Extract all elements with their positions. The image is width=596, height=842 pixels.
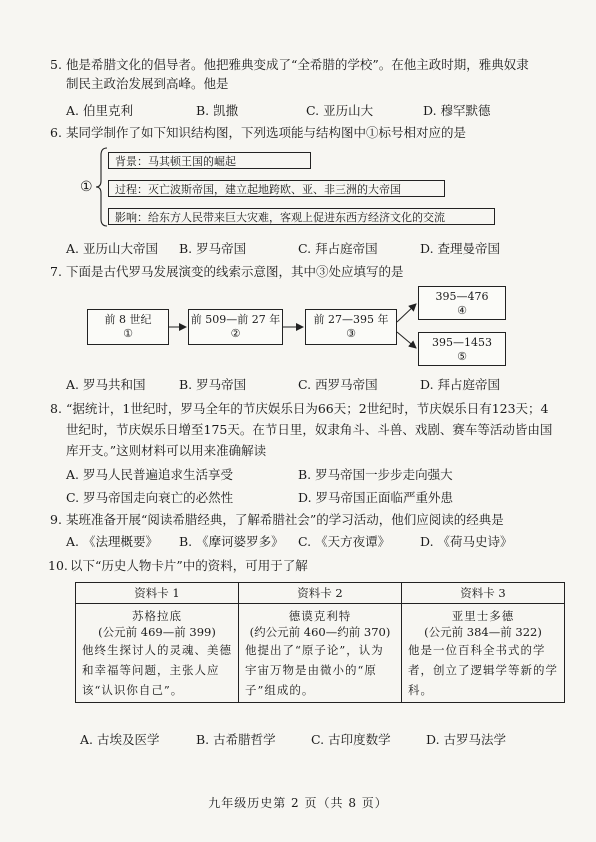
arrow-icon [397, 332, 416, 348]
option-d[interactable]: D. 古罗马法学 [426, 732, 507, 747]
option-d[interactable]: D. 查理曼帝国 [420, 241, 501, 256]
card-title: 资料卡 1 [76, 583, 239, 604]
option-d[interactable]: D. 穆罕默德 [423, 103, 491, 118]
option-c[interactable]: C. 西罗马帝国 [298, 377, 378, 392]
question-9 [50, 510, 570, 529]
question-9-options [66, 532, 586, 550]
card-description: 他终生探讨人的灵魂、美德和幸福等问题，主张人应该“认识你自己”。 [82, 643, 232, 697]
timeline-date: 395—476 [435, 290, 489, 303]
option-c[interactable]: C. 《天方夜谭》 [298, 534, 391, 549]
option-d[interactable]: D. 拜占庭帝国 [420, 377, 501, 392]
question-8-options-row2 [66, 488, 586, 506]
card-name: 苏格拉底 [132, 609, 182, 623]
question-number: 9. [50, 512, 62, 527]
question-text-line2: 制民主政治发展到高峰。他是 [66, 76, 229, 91]
question-10-options [66, 730, 586, 748]
question-number: 5. [50, 57, 62, 72]
card-title: 资料卡 3 [402, 583, 565, 604]
card-years: (公元前 384—前 322) [424, 625, 542, 639]
question-8 [50, 398, 570, 461]
question-text-line1: “据统计，1世纪时，罗马全年的节庆娱乐日为66天；2世纪时，节庆娱乐日有123天；4 [66, 401, 549, 416]
option-b[interactable]: B. 凯撒 [196, 103, 239, 118]
option-b[interactable]: B. 罗马帝国一步步走向强大 [298, 467, 453, 482]
question-text: 以下“历史人物卡片”中的资料，可用于了解 [70, 558, 308, 573]
question-text: 某班准备开展“阅读希腊经典，了解希腊社会”的学习活动，他们应阅读的经典是 [66, 512, 504, 527]
option-d[interactable]: D. 《荷马史诗》 [420, 534, 513, 549]
option-c[interactable]: C. 古印度数学 [311, 732, 391, 747]
option-a[interactable]: A. 《法理概要》 [66, 534, 158, 549]
timeline-mark: ② [230, 327, 241, 340]
question-10 [48, 556, 568, 575]
card-years: (约公元前 460—约前 370) [249, 625, 391, 639]
history-cards-table [75, 582, 565, 703]
option-a[interactable]: A. 亚历山大帝国 [66, 241, 158, 256]
option-a[interactable]: A. 古埃及医学 [80, 732, 160, 747]
timeline-mark: ④ [457, 304, 467, 317]
option-a[interactable]: A. 罗马共和国 [66, 377, 146, 392]
option-b[interactable]: B. 罗马帝国 [179, 241, 247, 256]
question-number: 6. [50, 125, 62, 140]
question-8-options-row1 [66, 465, 586, 483]
timeline-mark: ① [123, 327, 133, 340]
timeline-mark: ③ [346, 327, 356, 340]
timeline-mark: ⑤ [457, 350, 467, 363]
structure-box-process: 过程：灭亡波斯帝国，建立起地跨欧、亚、非三洲的大帝国 [108, 180, 445, 197]
option-a[interactable]: A. 伯里克利 [66, 103, 133, 118]
card-title: 资料卡 2 [239, 583, 402, 604]
option-b[interactable]: B. 《摩诃婆罗多》 [179, 534, 284, 549]
timeline-date: 395—1453 [432, 336, 492, 349]
question-text: 下面是古代罗马发展演变的线索示意图，其中③处应填写的是 [66, 264, 404, 279]
question-text-line1: 他是希腊文化的倡导者。他把雅典变成了“全希腊的学校”。在他主政时期，雅典奴隶 [66, 57, 529, 72]
option-b[interactable]: B. 古希腊哲学 [196, 732, 276, 747]
card-description: 他提出了“原子论”，认为宇宙万物是由微小的“原子”组成的。 [245, 643, 384, 697]
structure-box-impact: 影响：给东方人民带来巨大灾难，客观上促进东西方经济文化的交流 [108, 208, 495, 225]
history-card-3 [402, 604, 565, 703]
question-7-options [66, 375, 586, 393]
card-years: (公元前 469—前 399) [98, 625, 216, 639]
card-name: 德谟克利特 [288, 609, 352, 623]
option-b[interactable]: B. 罗马帝国 [179, 377, 247, 392]
option-d[interactable]: D. 罗马帝国正面临严重外患 [298, 490, 454, 505]
arrow-icon [397, 304, 416, 322]
question-number: 8. [50, 401, 62, 416]
option-a[interactable]: A. 罗马人民普遍追求生活享受 [66, 467, 233, 482]
option-c[interactable]: C. 亚历山大 [306, 103, 374, 118]
option-c[interactable]: C. 拜占庭帝国 [298, 241, 378, 256]
question-text-line2: 世纪时，节庆娱乐日增至175天。在节日里，奴隶角斗、斗兽、戏剧、赛车等活动皆由国 [66, 422, 553, 437]
question-text: 某同学制作了如下知识结构图，下列选项能与结构图中①标号相对应的是 [66, 125, 467, 140]
structure-marker: ① [80, 179, 93, 195]
timeline-date: 前 27—395 年 [313, 313, 389, 326]
question-number: 7. [50, 264, 62, 279]
timeline-date: 前 8 世纪 [104, 313, 152, 326]
history-card-2 [239, 604, 402, 703]
page-footer: 九年级历史第 2 页（共 8 页） [208, 796, 388, 810]
option-c[interactable]: C. 罗马帝国走向衰亡的必然性 [66, 490, 234, 505]
history-card-1 [76, 604, 239, 703]
question-number: 10. [48, 558, 68, 573]
structure-box-background: 背景：马其顿王国的崛起 [108, 152, 311, 169]
timeline-date: 前 509—前 27 年 [190, 313, 281, 326]
question-text-line3: 库开支。”这则材料可以用来准确解读 [66, 443, 267, 458]
card-name: 亚里士多德 [451, 609, 515, 623]
card-description: 他是一位百科全书式的学者，创立了逻辑学等新的学科。 [408, 643, 558, 697]
